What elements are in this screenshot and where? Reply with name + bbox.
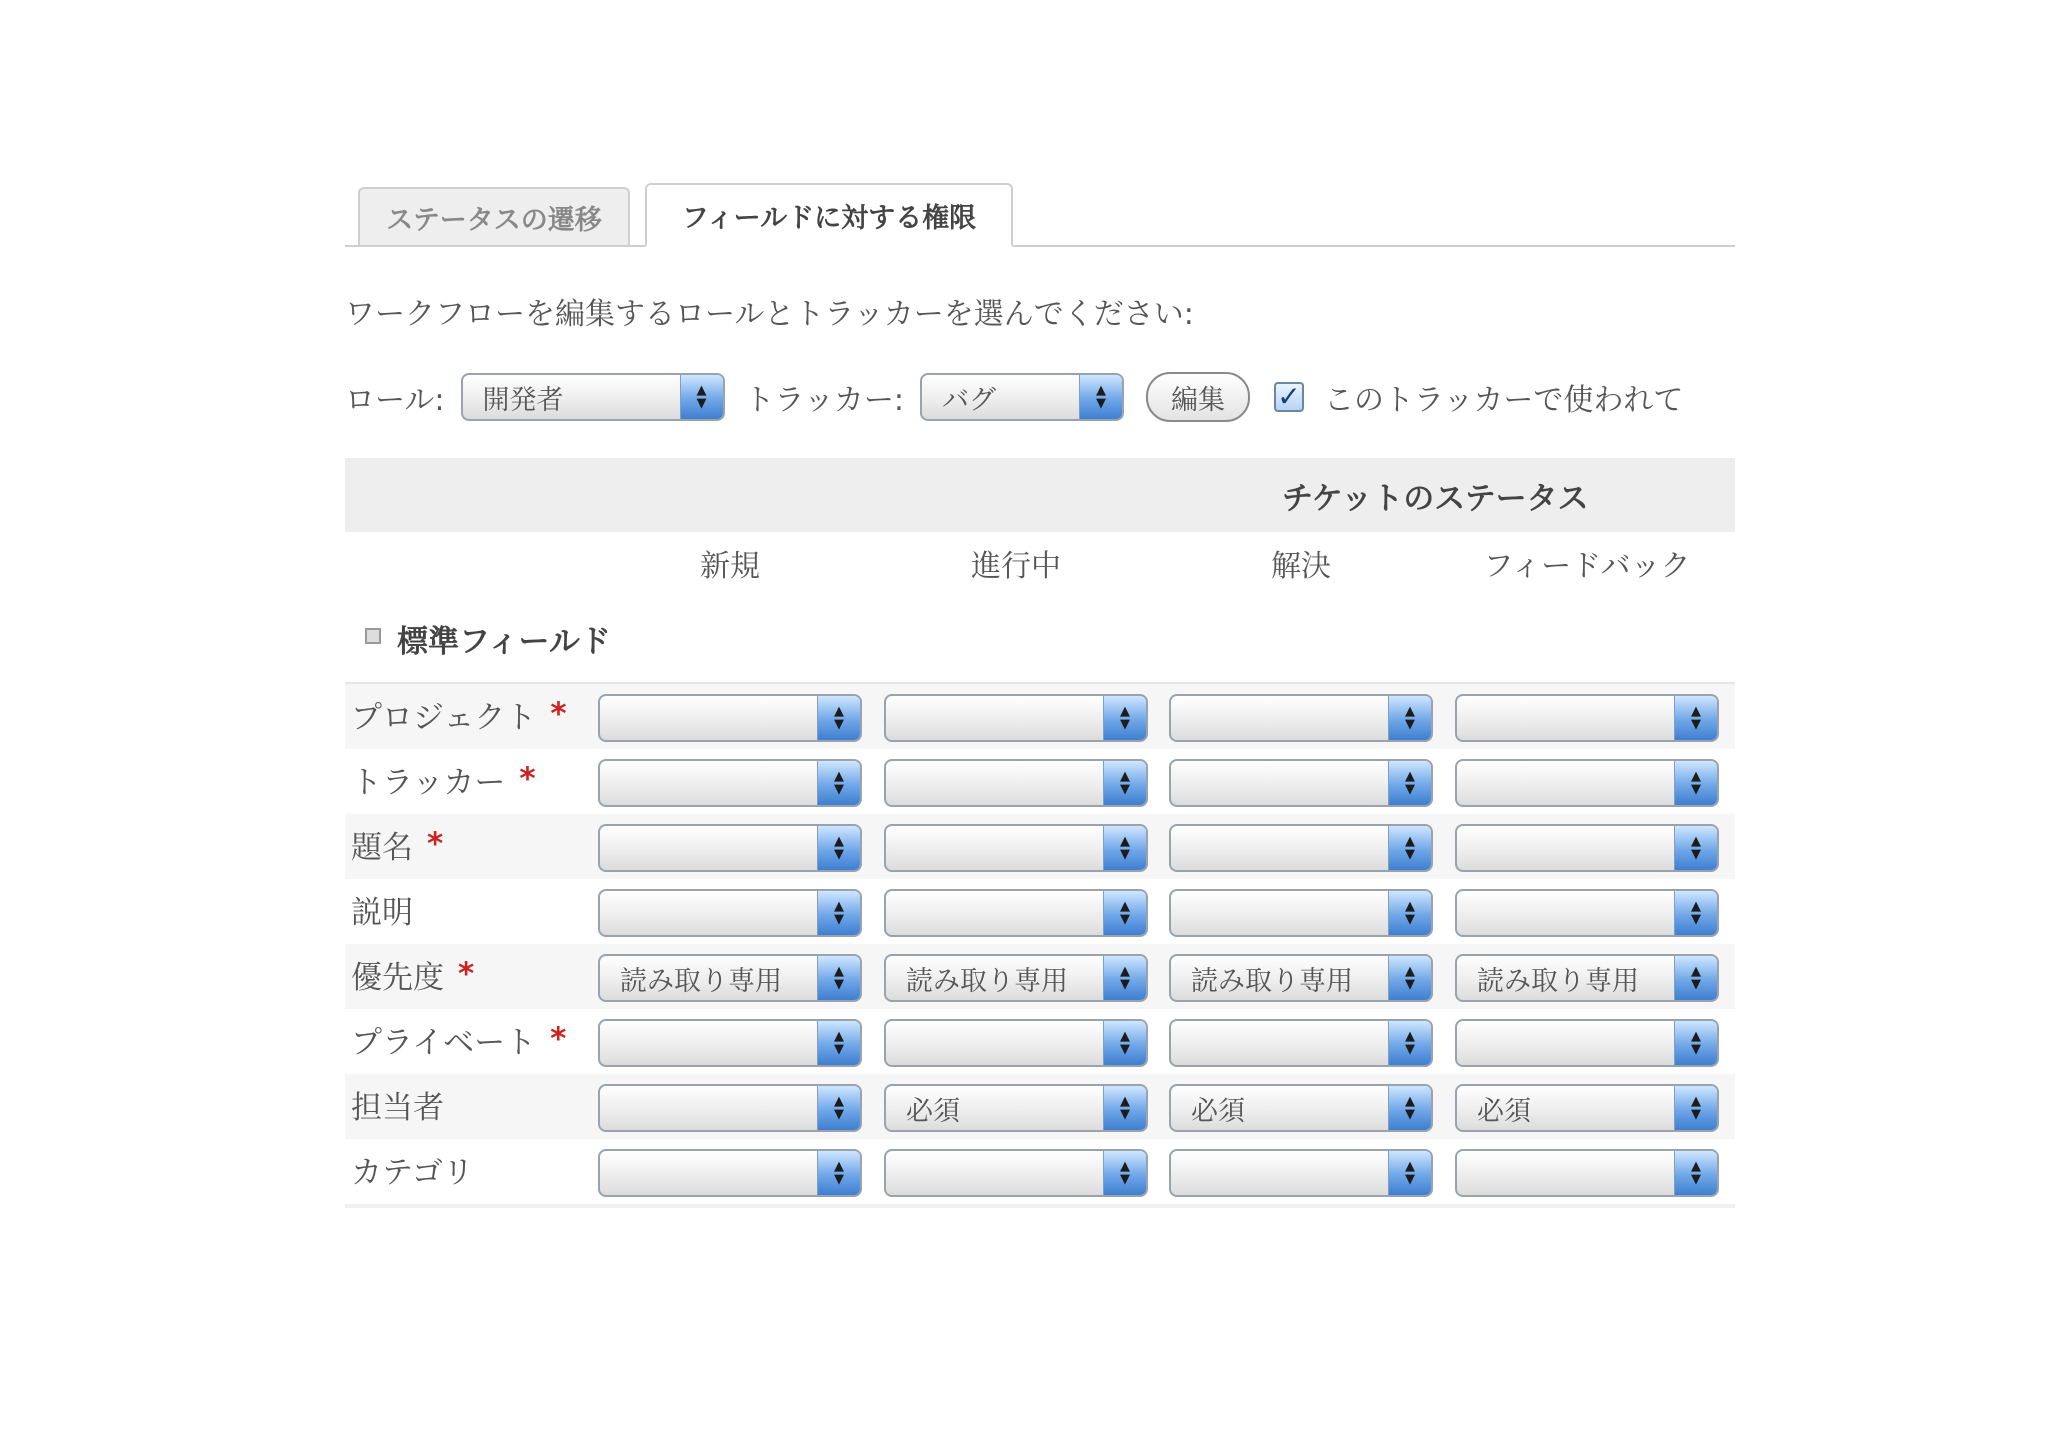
group-title: 標準フィールド xyxy=(397,623,611,660)
permission-select-value: 必須 xyxy=(906,1095,960,1127)
group-row-standard-fields xyxy=(345,594,1735,684)
select-arrows-icon: ▲ ▼ xyxy=(1079,375,1122,419)
field-label xyxy=(351,749,536,809)
select-arrows-icon: ▲ ▼ xyxy=(1674,1021,1717,1065)
select-arrows-icon: ▲ ▼ xyxy=(1674,1151,1717,1195)
select-arrows-icon: ▲ ▼ xyxy=(817,1151,860,1195)
instruction-text: ワークフローを編集するロールとトラッカーを選んでください: xyxy=(345,297,1194,332)
checkbox-label: このトラッカーで使われて xyxy=(1324,383,1684,418)
field-label xyxy=(351,944,474,1004)
permission-select[interactable] xyxy=(1169,954,1433,1002)
role-select[interactable] xyxy=(461,373,725,421)
select-arrows-icon: ▲ ▼ xyxy=(1674,761,1717,805)
select-arrows-icon: ▲ ▼ xyxy=(1388,696,1431,740)
permission-select[interactable] xyxy=(884,824,1148,872)
permission-select[interactable] xyxy=(884,954,1148,1002)
field-label-text: プライベート xyxy=(351,1024,537,1061)
required-marker: * xyxy=(458,956,475,992)
permission-select[interactable] xyxy=(598,759,862,807)
status-column-header: フィードバック xyxy=(1483,549,1691,584)
required-marker: * xyxy=(519,761,536,797)
select-arrows-icon: ▲ ▼ xyxy=(1103,761,1146,805)
select-arrows-icon: ▲ ▼ xyxy=(817,696,860,740)
select-arrows-icon: ▲ ▼ xyxy=(817,761,860,805)
permission-select[interactable] xyxy=(884,1019,1148,1067)
field-permission-row xyxy=(345,879,1735,944)
permission-select[interactable] xyxy=(884,1084,1148,1132)
field-rows xyxy=(345,684,1735,1204)
table-header xyxy=(345,458,1735,532)
field-label-text: 優先度 xyxy=(351,959,444,996)
collapse-toggle-icon[interactable] xyxy=(365,628,381,644)
permission-select-value: 必須 xyxy=(1191,1095,1245,1127)
edit-button[interactable]: 編集 xyxy=(1146,372,1250,422)
workflow-permissions-panel xyxy=(345,178,1735,1208)
permission-select[interactable] xyxy=(598,824,862,872)
permission-select[interactable] xyxy=(1455,824,1719,872)
required-marker: * xyxy=(427,826,444,862)
role-label: ロール: xyxy=(345,383,445,418)
select-arrows-icon: ▲ ▼ xyxy=(1674,891,1717,935)
select-arrows-icon: ▲ ▼ xyxy=(1388,1021,1431,1065)
field-label-text: プロジェクト xyxy=(351,699,537,736)
permission-select[interactable] xyxy=(1455,694,1719,742)
permission-select[interactable] xyxy=(1169,889,1433,937)
select-arrows-icon: ▲ ▼ xyxy=(1388,826,1431,870)
select-arrows-icon: ▲ ▼ xyxy=(1103,956,1146,1000)
filter-row xyxy=(345,369,1735,425)
field-label xyxy=(351,1139,474,1199)
select-arrows-icon: ▲ ▼ xyxy=(1388,1151,1431,1195)
field-label-text: 担当者 xyxy=(351,1089,444,1126)
select-arrows-icon: ▲ ▼ xyxy=(817,1021,860,1065)
select-arrows-icon: ▲ ▼ xyxy=(1388,956,1431,1000)
permission-select-value: 読み取り専用 xyxy=(906,965,1068,997)
status-column-header: 進行中 xyxy=(971,549,1061,584)
tab-field-permissions[interactable]: フィールドに対する権限 xyxy=(645,183,1013,247)
used-by-tracker-checkbox[interactable] xyxy=(1274,382,1304,412)
permission-select[interactable] xyxy=(598,1019,862,1067)
field-permission-row xyxy=(345,1009,1735,1074)
permission-select[interactable] xyxy=(1169,1149,1433,1197)
permission-select[interactable] xyxy=(1455,954,1719,1002)
permission-select-value: 読み取り専用 xyxy=(1477,965,1639,997)
permission-select[interactable] xyxy=(1169,759,1433,807)
field-permission-row xyxy=(345,684,1735,749)
permission-select-value: 読み取り専用 xyxy=(1191,965,1353,997)
permission-select[interactable] xyxy=(884,889,1148,937)
permission-select[interactable] xyxy=(598,889,862,937)
status-columns-row xyxy=(345,532,1735,594)
field-label-text: トラッカー xyxy=(351,764,506,801)
required-marker: * xyxy=(550,696,567,732)
role-select-value: 開発者 xyxy=(482,384,564,416)
field-label xyxy=(351,684,567,744)
required-marker: * xyxy=(550,1021,567,1057)
select-arrows-icon: ▲ ▼ xyxy=(1103,696,1146,740)
select-arrows-icon: ▲ ▼ xyxy=(1674,826,1717,870)
select-arrows-icon: ▲ ▼ xyxy=(817,956,860,1000)
field-label-text: 説明 xyxy=(351,894,413,931)
permission-select[interactable] xyxy=(884,694,1148,742)
permission-select[interactable] xyxy=(1455,1084,1719,1132)
field-label xyxy=(351,814,443,874)
field-permission-row xyxy=(345,944,1735,1009)
permission-select[interactable] xyxy=(1169,1084,1433,1132)
select-arrows-icon: ▲ ▼ xyxy=(1674,696,1717,740)
field-label xyxy=(351,1074,444,1134)
field-permission-row xyxy=(345,814,1735,879)
select-arrows-icon: ▲ ▼ xyxy=(680,375,723,419)
status-header-title: チケットのステータス xyxy=(1282,480,1589,517)
field-permission-row xyxy=(345,1139,1735,1204)
permission-select-value: 必須 xyxy=(1477,1095,1531,1127)
select-arrows-icon: ▲ ▼ xyxy=(1103,891,1146,935)
permission-select[interactable] xyxy=(598,694,862,742)
permission-select[interactable] xyxy=(1455,1149,1719,1197)
field-label xyxy=(351,879,413,939)
tracker-select-value: バグ xyxy=(942,384,997,416)
select-arrows-icon: ▲ ▼ xyxy=(1103,1021,1146,1065)
permission-select[interactable] xyxy=(1455,759,1719,807)
permissions-table xyxy=(345,458,1735,1208)
field-permission-row xyxy=(345,1074,1735,1139)
select-arrows-icon: ▲ ▼ xyxy=(1103,1086,1146,1130)
permission-select[interactable] xyxy=(598,1149,862,1197)
tracker-label: トラッカー: xyxy=(744,383,905,418)
select-arrows-icon: ▲ ▼ xyxy=(1388,1086,1431,1130)
status-column-header: 新規 xyxy=(700,549,760,584)
select-arrows-icon: ▲ ▼ xyxy=(1674,956,1717,1000)
permission-select[interactable] xyxy=(884,759,1148,807)
permission-select[interactable] xyxy=(1455,889,1719,937)
select-arrows-icon: ▲ ▼ xyxy=(817,1086,860,1130)
table-bottom-border xyxy=(345,1204,1735,1208)
select-arrows-icon: ▲ ▼ xyxy=(1388,891,1431,935)
select-arrows-icon: ▲ ▼ xyxy=(1674,1086,1717,1130)
tracker-select[interactable] xyxy=(920,373,1124,421)
tab-status-transitions[interactable]: ステータスの遷移 xyxy=(358,187,630,245)
field-label xyxy=(351,1009,566,1069)
permission-select[interactable] xyxy=(598,954,862,1002)
permission-select-value: 読み取り専用 xyxy=(620,965,782,997)
permission-select[interactable] xyxy=(1169,1019,1433,1067)
permission-select[interactable] xyxy=(884,1149,1148,1197)
field-label-text: 題名 xyxy=(351,829,413,866)
permission-select[interactable] xyxy=(1455,1019,1719,1067)
select-arrows-icon: ▲ ▼ xyxy=(1103,1151,1146,1195)
tab-bar xyxy=(345,178,1735,247)
select-arrows-icon: ▲ ▼ xyxy=(1388,761,1431,805)
permission-select[interactable] xyxy=(1169,824,1433,872)
checkmark-icon: ✓ xyxy=(1277,380,1301,413)
status-column-header: 解決 xyxy=(1271,549,1331,584)
field-label-text: カテゴリ xyxy=(351,1154,474,1191)
select-arrows-icon: ▲ ▼ xyxy=(1103,826,1146,870)
permission-select[interactable] xyxy=(598,1084,862,1132)
field-permission-row xyxy=(345,749,1735,814)
select-arrows-icon: ▲ ▼ xyxy=(817,826,860,870)
permission-select[interactable] xyxy=(1169,694,1433,742)
select-arrows-icon: ▲ ▼ xyxy=(817,891,860,935)
